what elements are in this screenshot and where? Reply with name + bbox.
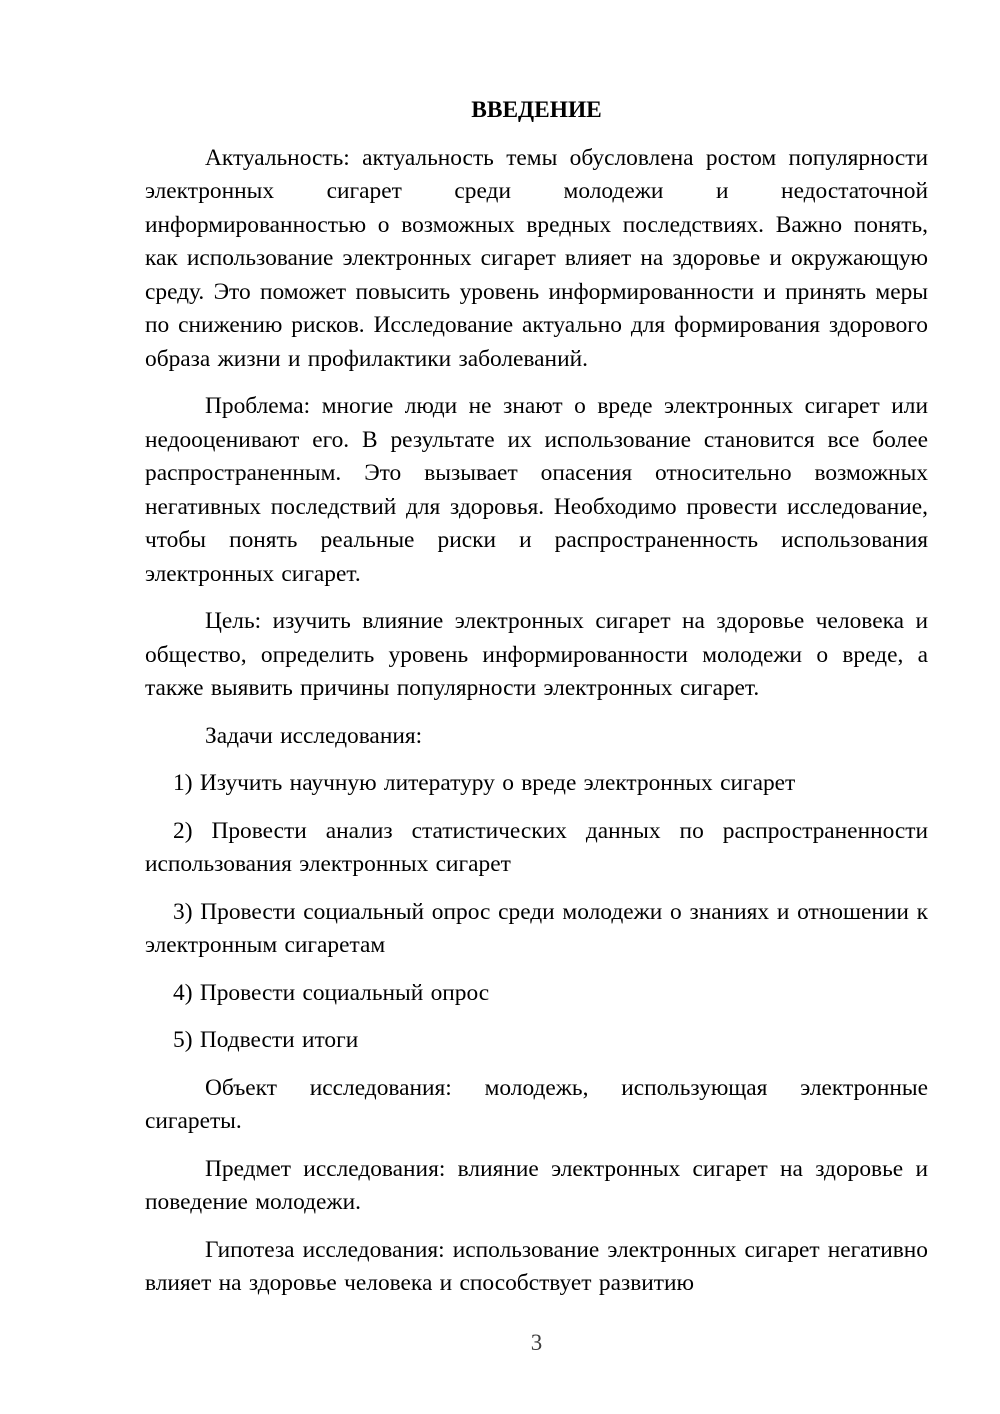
paragraph-problema: Проблема: многие люди не знают о вреде электронных сигарет или недооценивают его. В результате их использование становится все более распространенным. Это вызывает опасения относительно возможных негативных последствий для здоровья. Необходимо провести исследование, чтобы понять реальные риски и распространенность использования электронных сигарет. [145, 393, 928, 587]
page-title: ВВЕДЕНИЕ [471, 97, 602, 123]
task-item-3: 3) Провести социальный опрос среди молодежи о знаниях и отношении к электронным сигаретам [145, 898, 928, 958]
tasks-heading: Задачи исследования: [205, 722, 423, 749]
paragraph-aktualnost: Актуальность: актуальность темы обусловлена ростом популярности электронных сигарет среди молодежи и недостаточной информированностью о возможных вредных последствиях. Важно понять, как использование электронных сигарет влияет на здоровье и окружающую среду. Это поможет повысить уровень информированности и принять меры по снижению рисков. Исследование актуально для формирования здорового образа жизни и профилактики заболеваний. [145, 144, 928, 372]
paragraph-obekt: Объект исследования: молодежь, использующая электронные сигареты. [145, 1074, 928, 1134]
page-number: 3 [530, 1330, 543, 1355]
task-item-2: 2) Провести анализ статистических данных по распространенности использования электронных сигарет [145, 817, 928, 877]
task-item-1: 1) Изучить научную литературу о вреде электронных сигарет [173, 770, 796, 796]
page-content [145, 94, 928, 1315]
task-item-4: 4) Провести социальный опрос [173, 979, 490, 1006]
paragraph-gipoteza: Гипотеза исследования: использование электронных сигарет негативно влияет на здоровье человека и способствует развитию [145, 1236, 928, 1296]
paragraph-predmet: Предмет исследования: влияние электронных сигарет на здоровье и поведение молодежи. [145, 1155, 928, 1215]
task-item-5: 5) Подвести итоги [173, 1027, 359, 1053]
paragraph-tsel: Цель: изучить влияние электронных сигарет на здоровье человека и общество, определить уровень информированности молодежи о вреде, а также выявить причины популярности электронных сигарет. [145, 608, 928, 701]
